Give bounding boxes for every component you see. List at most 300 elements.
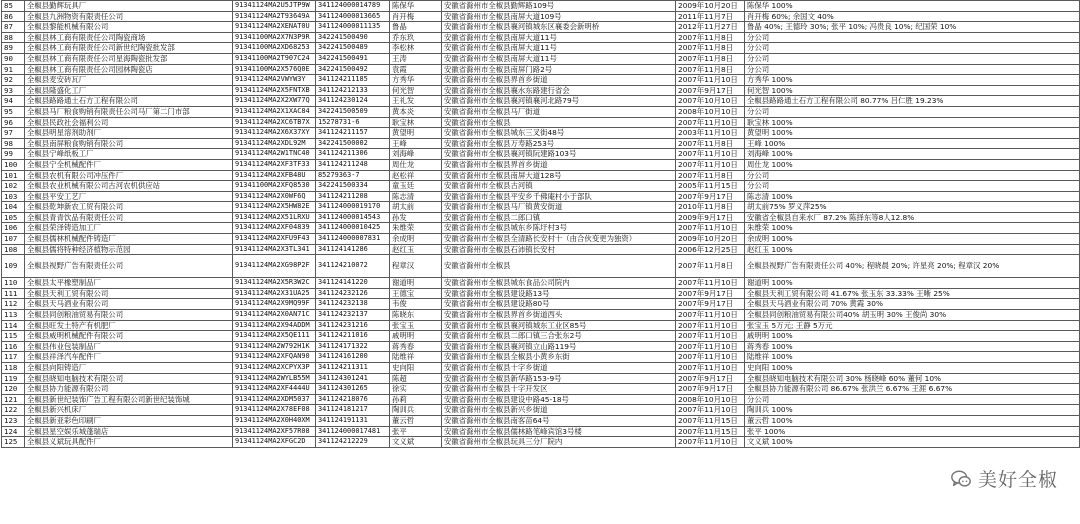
shareholding-cell: 分公司 bbox=[745, 53, 1080, 64]
table-row bbox=[2, 181, 1080, 192]
registration-date-cell: 2007年9月17日 bbox=[676, 85, 745, 96]
registration-number-cell: 341124161200 bbox=[316, 352, 390, 363]
registration-number-cell: 341124211185 bbox=[316, 75, 390, 86]
shareholding-cell: 何光智 100% bbox=[745, 85, 1080, 96]
credit-code-cell: 91341124MA2T93649A bbox=[233, 11, 316, 22]
registration-date-cell: 2010年11月8日 bbox=[676, 202, 745, 213]
registration-date-cell: 2007年11月10日 bbox=[676, 278, 745, 289]
registration-number-cell: 342241500509 bbox=[316, 106, 390, 117]
enterprise-name-cell: 全椒县路路通土石方工程有限公司 bbox=[25, 96, 233, 107]
table-row bbox=[2, 288, 1080, 299]
legal-representative-cell: 王德宝 bbox=[390, 288, 442, 299]
enterprise-name-cell: 全椒县林工商有限责任公司园林陶瓷店 bbox=[25, 64, 233, 75]
address-cell: 安徽省滁州市全椒县平安乡千佛庵村小于部队 bbox=[442, 191, 676, 202]
registration-date-cell: 2003年11月10日 bbox=[676, 128, 745, 139]
shareholding-cell: 谢道明 100% bbox=[745, 278, 1080, 289]
enterprise-name-cell: 全椒县义斌玩具配件厂 bbox=[25, 437, 233, 448]
row-number-cell: 118 bbox=[2, 363, 25, 374]
registration-number-cell: 341124000014789 bbox=[316, 1, 390, 12]
shareholding-cell: 朱维荣 100% bbox=[745, 223, 1080, 234]
shareholding-cell: 刘海峰 100% bbox=[745, 149, 1080, 160]
table-row bbox=[2, 255, 1080, 278]
enterprise-name-cell: 全椒县南屏粮食购销有限公司 bbox=[25, 138, 233, 149]
legal-representative-cell: 余成明 bbox=[390, 234, 442, 245]
shareholding-cell: 戚明明 100% bbox=[745, 331, 1080, 342]
registration-date-cell: 2007年11月8日 bbox=[676, 43, 745, 54]
table-row bbox=[2, 191, 1080, 202]
enterprise-name-cell: 全椒县向阳铸造厂 bbox=[25, 363, 233, 374]
legal-representative-cell: 文义斌 bbox=[390, 437, 442, 448]
credit-code-cell: 91341124MA2XDL92M bbox=[233, 138, 316, 149]
enterprise-name-cell: 全椒县星空娱乐城蓬瑞店 bbox=[25, 426, 233, 437]
legal-representative-cell: 刘海峰 bbox=[390, 149, 442, 160]
legal-representative-cell: 鲁晶 bbox=[390, 22, 442, 33]
address-cell: 安徽省滁州市全椒县十字乡街道 bbox=[442, 363, 676, 374]
registration-date-cell: 2007年11月10日 bbox=[676, 310, 745, 321]
credit-code-cell: 91341100MA2XFQ8530 bbox=[233, 181, 316, 192]
row-number-cell: 93 bbox=[2, 85, 25, 96]
registration-date-cell: 2007年11月10日 bbox=[676, 223, 745, 234]
shareholding-cell: 分公司 bbox=[745, 32, 1080, 43]
legal-representative-cell: 乔东玖 bbox=[390, 32, 442, 43]
shareholding-cell: 分公司 bbox=[745, 106, 1080, 117]
row-number-cell: 85 bbox=[2, 1, 25, 12]
address-cell: 安徽省滁州市全椒县襄河镇城东工业区85号 bbox=[442, 320, 676, 331]
registration-date-cell: 2007年9月17日 bbox=[676, 191, 745, 202]
row-number-cell: 114 bbox=[2, 320, 25, 331]
row-number-cell: 117 bbox=[2, 352, 25, 363]
registration-number-cell: 341124230124 bbox=[316, 96, 390, 107]
registration-number-cell: 341124000007831 bbox=[316, 234, 390, 245]
registration-number-cell: 341124141286 bbox=[316, 244, 390, 255]
table-row bbox=[2, 117, 1080, 128]
legal-representative-cell: 王礼发 bbox=[390, 96, 442, 107]
shareholding-cell: 肖开梅 60%; 余国文 40% bbox=[745, 11, 1080, 22]
registration-number-cell: 341124210072 bbox=[316, 255, 390, 278]
address-cell: 安徽省滁州市全椒县马厂镇黄安街道 bbox=[442, 202, 676, 213]
credit-code-cell: 91341124MA2X6X37XY bbox=[233, 128, 316, 139]
registration-date-cell: 2007年11月10日 bbox=[676, 331, 745, 342]
row-number-cell: 99 bbox=[2, 149, 25, 160]
registration-number-cell: 341124301265 bbox=[316, 384, 390, 395]
credit-code-cell: 91341124MA2WYLB55M bbox=[233, 373, 316, 384]
enterprise-name-cell: 全椒县同创粮油贸易有限公司 bbox=[25, 310, 233, 321]
watermark-text: 美好全椒 bbox=[977, 469, 1058, 491]
row-number-cell: 113 bbox=[2, 310, 25, 321]
address-cell: 安徽省滁州市全椒县勤辉路109号 bbox=[442, 1, 676, 12]
credit-code-cell: 91341124MA2XCPYX3P bbox=[233, 363, 316, 374]
registration-number-cell: 341124000011135 bbox=[316, 22, 390, 33]
registration-date-cell: 2007年11月10日 bbox=[676, 437, 745, 448]
row-number-cell: 106 bbox=[2, 223, 25, 234]
row-number-cell: 119 bbox=[2, 373, 25, 384]
table-row bbox=[2, 43, 1080, 54]
credit-code-cell: 91341124MA2W792H1K bbox=[233, 341, 316, 352]
table-row bbox=[2, 310, 1080, 321]
row-number-cell: 103 bbox=[2, 191, 25, 202]
address-cell: 安徽省滁州市全椒县 bbox=[442, 117, 676, 128]
legal-representative-cell: 陈保华 bbox=[390, 1, 442, 12]
credit-code-cell: 91341124MA2XENAT0U bbox=[233, 22, 316, 33]
shareholding-cell: 胡太前75% 罗义萍25% bbox=[745, 202, 1080, 213]
registration-date-cell: 2009年10月20日 bbox=[676, 234, 745, 245]
registration-date-cell: 2007年11月10日 bbox=[676, 341, 745, 352]
credit-code-cell: 91341124MA2X5QE111 bbox=[233, 331, 316, 342]
address-cell: 安徽省滁州市全椒县襄河镇襄河北路79号 bbox=[442, 96, 676, 107]
row-number-cell: 97 bbox=[2, 128, 25, 139]
shareholding-cell: 分公司 bbox=[745, 170, 1080, 181]
legal-representative-cell: 赵红玉 bbox=[390, 244, 442, 255]
address-cell: 安徽省滁州市全椒县襄水东路建行省会 bbox=[442, 85, 676, 96]
table-row bbox=[2, 352, 1080, 363]
registration-number-cell: 341124171322 bbox=[316, 341, 390, 352]
credit-code-cell: 91341124MA2X78EF08 bbox=[233, 405, 316, 416]
table-body bbox=[2, 1, 1080, 448]
credit-code-cell: 91341124MA2XFGC2D bbox=[233, 437, 316, 448]
shareholding-cell: 分公司 bbox=[745, 64, 1080, 75]
enterprise-name-cell: 全椒县协力能源有限公司 bbox=[25, 384, 233, 395]
registration-number-cell: 341124000014543 bbox=[316, 212, 390, 223]
table-row bbox=[2, 32, 1080, 43]
credit-code-cell: 91341124MA2X9MQ99F bbox=[233, 299, 316, 310]
enterprise-name-cell: 全椒县荣泽铸造加工厂 bbox=[25, 223, 233, 234]
address-cell: 安徽省滁州市全椒县南屏大道128号 bbox=[442, 170, 676, 181]
registration-date-cell: 2007年11月15日 bbox=[676, 415, 745, 426]
registration-number-cell: 341124000019170 bbox=[316, 202, 390, 213]
address-cell: 安徽省滁州市全椒县石沛镇长安村 bbox=[442, 244, 676, 255]
legal-representative-cell: 胡太前 bbox=[390, 202, 442, 213]
registration-number-cell: 341124211248 bbox=[316, 159, 390, 170]
enterprise-name-cell: 全椒县林工商有限责任公司星海陶瓷批发部 bbox=[25, 53, 233, 64]
enterprise-registry-table bbox=[1, 0, 1080, 448]
row-number-cell: 102 bbox=[2, 181, 25, 192]
shareholding-cell: 耿宝林 100% bbox=[745, 117, 1080, 128]
enterprise-name-cell: 全椒县平安工艺厂 bbox=[25, 191, 233, 202]
credit-code-cell: 91341124MA2X5HW82E bbox=[233, 202, 316, 213]
registration-date-cell: 2007年11月10日 bbox=[676, 75, 745, 86]
shareholding-cell: 全椒县天马酒业有限公司 70% 黄霞 30% bbox=[745, 299, 1080, 310]
enterprise-name-cell: 全椒县新亚彩色印刷厂 bbox=[25, 415, 233, 426]
registration-date-cell: 2012年11月27日 bbox=[676, 22, 745, 33]
wechat-bubble-icon bbox=[950, 468, 972, 490]
credit-code-cell: 91341100MA2X576Q0E bbox=[233, 64, 316, 75]
credit-code-cell: 91341124MA2XFU9F43 bbox=[233, 234, 316, 245]
row-number-cell: 120 bbox=[2, 384, 25, 395]
address-cell: 安徽省滁州市全椒县南屏门路2号 bbox=[442, 64, 676, 75]
legal-representative-cell: 王涛 bbox=[390, 53, 442, 64]
row-number-cell: 105 bbox=[2, 212, 25, 223]
table-row bbox=[2, 415, 1080, 426]
row-number-cell: 108 bbox=[2, 244, 25, 255]
credit-code-cell: 91341124MA2W1TNC40 bbox=[233, 149, 316, 160]
legal-representative-cell: 袁霞 bbox=[390, 64, 442, 75]
row-number-cell: 122 bbox=[2, 405, 25, 416]
registration-date-cell: 2007年11月10日 bbox=[676, 352, 745, 363]
table-row bbox=[2, 212, 1080, 223]
registration-number-cell: 341124141220 bbox=[316, 278, 390, 289]
table-row bbox=[2, 202, 1080, 213]
registration-date-cell: 2007年11月8日 bbox=[676, 255, 745, 278]
address-cell: 安徽省滁州市全椒县城东乡陈圩村3号 bbox=[442, 223, 676, 234]
shareholding-cell: 史向阳 100% bbox=[745, 363, 1080, 374]
legal-representative-cell: 何光智 bbox=[390, 85, 442, 96]
address-cell: 安徽省滁州市全椒县建设路80号 bbox=[442, 299, 676, 310]
row-number-cell: 107 bbox=[2, 234, 25, 245]
credit-code-cell: 91341124MA2XG98P2F bbox=[233, 255, 316, 278]
table-row bbox=[2, 299, 1080, 310]
table-row bbox=[2, 22, 1080, 33]
registration-date-cell: 2007年11月8日 bbox=[676, 53, 745, 64]
registration-number-cell: 341124232126 bbox=[316, 288, 390, 299]
registration-date-cell: 2008年10月10日 bbox=[676, 394, 745, 405]
enterprise-name-cell: 全椒县麦安砖瓦厂 bbox=[25, 75, 233, 86]
address-cell: 安徽省滁州市全椒县全清路长安村十（由合伙变更为独资） bbox=[442, 234, 676, 245]
credit-code-cell: 91341124MA2XF4444U bbox=[233, 384, 316, 395]
registration-number-cell: 85279363-7 bbox=[316, 170, 390, 181]
legal-representative-cell: 王峰 bbox=[390, 138, 442, 149]
enterprise-name-cell: 全椒县农业机械有限公司古河农机供应站 bbox=[25, 181, 233, 192]
registration-number-cell: 342241500489 bbox=[316, 43, 390, 54]
table-row bbox=[2, 170, 1080, 181]
address-cell: 安徽省滁州市全椒县南屏大道11号 bbox=[442, 53, 676, 64]
registration-date-cell: 2007年11月8日 bbox=[676, 32, 745, 43]
credit-code-cell: 91341124MA2X5FNTXB bbox=[233, 85, 316, 96]
enterprise-name-cell: 全椒县农机有限公司冲压件厂 bbox=[25, 170, 233, 181]
registration-number-cell: 341124211157 bbox=[316, 128, 390, 139]
credit-code-cell: 91341100MA2T907C24 bbox=[233, 53, 316, 64]
shareholding-cell: 全椒县视野广告有限责任公司 40%; 程晓晨 20%; 许星亮 20%; 程章汉 20% bbox=[745, 255, 1080, 278]
shareholding-cell: 赵红玉 100% bbox=[745, 244, 1080, 255]
registration-date-cell: 2007年11月10日 bbox=[676, 149, 745, 160]
address-cell: 安徽省滁州市全椒县襄河镇阮建路103号 bbox=[442, 149, 676, 160]
credit-code-cell: 91341124MA2X0H40XM bbox=[233, 415, 316, 426]
address-cell: 安徽省滁州市全椒县建设中路45-18号 bbox=[442, 394, 676, 405]
shareholding-cell: 全椒县路路通土石方工程有限公司 80.77% 吕仁胜 19.23% bbox=[745, 96, 1080, 107]
table-row bbox=[2, 75, 1080, 86]
legal-representative-cell: 张宝玉 bbox=[390, 320, 442, 331]
enterprise-name-cell: 全椒县黎能机械有限公司 bbox=[25, 22, 233, 33]
legal-representative-cell: 程章汉 bbox=[390, 255, 442, 278]
credit-code-cell: 91341124MA2U5JTP9W bbox=[233, 1, 316, 12]
enterprise-name-cell: 全椒县太平橡塑制品厂 bbox=[25, 278, 233, 289]
legal-representative-cell: 肖开梅 bbox=[390, 11, 442, 22]
registration-date-cell: 2007年11月8日 bbox=[676, 64, 745, 75]
address-cell: 安徽省滁州市全椒县 bbox=[442, 255, 676, 278]
registration-number-cell: 341124000010425 bbox=[316, 223, 390, 234]
credit-code-cell: 91341124MA2XFB48U bbox=[233, 170, 316, 181]
registration-number-cell: 342241500002 bbox=[316, 138, 390, 149]
credit-code-cell: 91341100MA2XD68253 bbox=[233, 43, 316, 54]
shareholding-cell: 分公司 bbox=[745, 394, 1080, 405]
row-number-cell: 98 bbox=[2, 138, 25, 149]
registration-number-cell: 341124231216 bbox=[316, 320, 390, 331]
registration-date-cell: 2011年11月7日 bbox=[676, 11, 745, 22]
address-cell: 安徽省滁州市全椒县南屏大道109号 bbox=[442, 11, 676, 22]
address-cell: 安徽省滁州市全椒县儒林路笔峰宾馆3号楼 bbox=[442, 426, 676, 437]
enterprise-name-cell: 全椒县伟业包装制品厂 bbox=[25, 341, 233, 352]
row-number-cell: 110 bbox=[2, 278, 25, 289]
address-cell: 安徽省滁州市全椒县襄河镇城东区襄委会新明桥 bbox=[442, 22, 676, 33]
enterprise-name-cell: 全椒县儒将特种经济植物示范园 bbox=[25, 244, 233, 255]
row-number-cell: 121 bbox=[2, 394, 25, 405]
registration-date-cell: 2005年11月15日 bbox=[676, 181, 745, 192]
address-cell: 安徽省滁州市全椒县界首乡街道西头 bbox=[442, 310, 676, 321]
credit-code-cell: 91341124MA2X94ADDM bbox=[233, 320, 316, 331]
row-number-cell: 86 bbox=[2, 11, 25, 22]
shareholding-cell: 王峰 100% bbox=[745, 138, 1080, 149]
address-cell: 安徽省滁州市全椒县全椒县小黄乡东街 bbox=[442, 352, 676, 363]
shareholding-cell: 张宝玉 5万元; 王静 5万元 bbox=[745, 320, 1080, 331]
shareholding-cell: 分公司 bbox=[745, 43, 1080, 54]
enterprise-name-cell: 全椒县视野广告有限责任公司 bbox=[25, 255, 233, 278]
legal-representative-cell: 黄本炎 bbox=[390, 106, 442, 117]
address-cell: 安徽省滁州市全椒县襄河镇立山路119号 bbox=[442, 341, 676, 352]
registration-date-cell: 2007年9月17日 bbox=[676, 288, 745, 299]
enterprise-name-cell: 全椒县新世纪装饰广告工程有限公司新世纪装饰城 bbox=[25, 394, 233, 405]
registration-date-cell: 2007年11月8日 bbox=[676, 170, 745, 181]
shareholding-cell: 全椒县晓知电脑技术有限公司 30% 杨晓峰 60% 董何 10% bbox=[745, 373, 1080, 384]
shareholding-cell: 方秀华 100% bbox=[745, 75, 1080, 86]
row-number-cell: 109 bbox=[2, 255, 25, 278]
shareholding-cell: 鲁晶 40%; 王德玲 30%; 张平 10%; 冯贵良 10%; 纪国荣 10% bbox=[745, 22, 1080, 33]
legal-representative-cell: 史向阳 bbox=[390, 363, 442, 374]
address-cell: 安徽省滁州市全椒县南客苗64号 bbox=[442, 415, 676, 426]
enterprise-name-cell: 全椒县天马酒业有限公司 bbox=[25, 299, 233, 310]
shareholding-cell: 全椒县天利工贸有限公司 41.67% 张玉东 33.33% 王晰 25% bbox=[745, 288, 1080, 299]
address-cell: 安徽省滁州市全椒县建设路13号 bbox=[442, 288, 676, 299]
registration-number-cell: 341124232138 bbox=[316, 299, 390, 310]
enterprise-name-cell: 全椒县祥泽汽车配件厂 bbox=[25, 352, 233, 363]
legal-representative-cell: 陈晓东 bbox=[390, 310, 442, 321]
table-row bbox=[2, 394, 1080, 405]
enterprise-name-cell: 全椒县晓知电脑技术有限公司 bbox=[25, 373, 233, 384]
registration-number-cell: 341124211208 bbox=[316, 191, 390, 202]
row-number-cell: 92 bbox=[2, 75, 25, 86]
legal-representative-cell: 耿宝林 bbox=[390, 117, 442, 128]
registration-date-cell: 2007年9月17日 bbox=[676, 373, 745, 384]
address-cell: 安徽省滁州市全椒县南屏大道11号 bbox=[442, 32, 676, 43]
address-cell: 安徽省滁州市全椒县南屏大道11号 bbox=[442, 43, 676, 54]
legal-representative-cell: 朱维荣 bbox=[390, 223, 442, 234]
address-cell: 安徽省滁州市全椒县新华路153-9号 bbox=[442, 373, 676, 384]
registration-date-cell: 2007年11月10日 bbox=[676, 363, 745, 374]
table-row bbox=[2, 53, 1080, 64]
credit-code-cell: 91341124MA2XFQAN90 bbox=[233, 352, 316, 363]
registration-number-cell: 342241500492 bbox=[316, 64, 390, 75]
address-cell: 安徽省滁州市全椒县玩具三分厂院内 bbox=[442, 437, 676, 448]
registration-number-cell: 341124232137 bbox=[316, 310, 390, 321]
table-row bbox=[2, 159, 1080, 170]
shareholding-cell: 陆维祥 100% bbox=[745, 352, 1080, 363]
registration-date-cell: 2009年9月17日 bbox=[676, 212, 745, 223]
legal-representative-cell: 孙发 bbox=[390, 212, 442, 223]
address-cell: 安徽省滁州市全椒县古河镇 bbox=[442, 181, 676, 192]
registration-number-cell: 341124212133 bbox=[316, 85, 390, 96]
table-row bbox=[2, 331, 1080, 342]
address-cell: 安徽省滁州市全椒县城东食品公司院内 bbox=[442, 278, 676, 289]
table-row bbox=[2, 426, 1080, 437]
credit-code-cell: 91341124MA2XF57R08 bbox=[233, 426, 316, 437]
address-cell: 安徽省滁州市全椒县二郎口镇 bbox=[442, 212, 676, 223]
table-row bbox=[2, 341, 1080, 352]
table-row bbox=[2, 405, 1080, 416]
credit-code-cell: 91341100MA2X7N3P9R bbox=[233, 32, 316, 43]
legal-representative-cell: 方秀华 bbox=[390, 75, 442, 86]
registration-date-cell: 2007年11月10日 bbox=[676, 117, 745, 128]
legal-representative-cell: 戚明明 bbox=[390, 331, 442, 342]
enterprise-name-cell: 全椒县威明机械配件有限公司 bbox=[25, 331, 233, 342]
table-row bbox=[2, 244, 1080, 255]
address-cell: 安徽省滁州市全椒县马厂街道 bbox=[442, 106, 676, 117]
address-cell: 安徽省滁州市全椒县城东三叉街48号 bbox=[442, 128, 676, 139]
enterprise-name-cell: 全椒县宁峰纸板工厂 bbox=[25, 149, 233, 160]
credit-code-cell: 91341124MA2XF04839 bbox=[233, 223, 316, 234]
shareholding-cell: 全椒县协力能源有限公司 86.67% 张洪兰 6.67% 王涯 6.67% bbox=[745, 384, 1080, 395]
row-number-cell: 95 bbox=[2, 106, 25, 117]
row-number-cell: 116 bbox=[2, 341, 25, 352]
registration-date-cell: 2007年11月10日 bbox=[676, 320, 745, 331]
row-number-cell: 123 bbox=[2, 415, 25, 426]
address-cell: 安徽省滁州市全椒县十字开发区 bbox=[442, 384, 676, 395]
credit-code-cell: 91341124MA2X5R3W2C bbox=[233, 278, 316, 289]
registration-date-cell: 2007年11月15日 bbox=[676, 426, 745, 437]
shareholding-cell: 文义斌 100% bbox=[745, 437, 1080, 448]
credit-code-cell: 91341124MA2X0AN71C bbox=[233, 310, 316, 321]
table-row bbox=[2, 85, 1080, 96]
shareholding-cell: 周仕龙 100% bbox=[745, 159, 1080, 170]
registration-number-cell: 342241500491 bbox=[316, 53, 390, 64]
watermark bbox=[944, 463, 1064, 494]
registration-number-cell: 341124212229 bbox=[316, 437, 390, 448]
registration-date-cell: 2007年11月10日 bbox=[676, 405, 745, 416]
shareholding-cell: 陈志清 100% bbox=[745, 191, 1080, 202]
enterprise-name-cell: 全椒县民政社会福利公司 bbox=[25, 117, 233, 128]
legal-representative-cell: 黄望明 bbox=[390, 128, 442, 139]
registration-date-cell: 2007年11月10日 bbox=[676, 159, 745, 170]
enterprise-name-cell: 全椒县九洲物资有限责任公司 bbox=[25, 11, 233, 22]
shareholding-cell: 全椒县同创粮油贸易有限公司40% 胡玉明 30% 王俊尚 30% bbox=[745, 310, 1080, 321]
legal-representative-cell: 周仕龙 bbox=[390, 159, 442, 170]
registration-date-cell: 2008年10月10日 bbox=[676, 106, 745, 117]
registration-number-cell: 341124218076 bbox=[316, 394, 390, 405]
legal-representative-cell: 赵松祥 bbox=[390, 170, 442, 181]
legal-representative-cell: 陈超 bbox=[390, 373, 442, 384]
table-row bbox=[2, 223, 1080, 234]
shareholding-cell: 陶训兵 100% bbox=[745, 405, 1080, 416]
registration-number-cell: 341124000013665 bbox=[316, 11, 390, 22]
row-number-cell: 94 bbox=[2, 96, 25, 107]
legal-representative-cell: 韦俊 bbox=[390, 299, 442, 310]
legal-representative-cell: 孙莉 bbox=[390, 394, 442, 405]
table-row bbox=[2, 1, 1080, 12]
registration-date-cell: 2007年9月17日 bbox=[676, 299, 745, 310]
registration-number-cell: 342241500334 bbox=[316, 181, 390, 192]
address-cell: 安徽省滁州市全椒县二郎口镇三合张东2号 bbox=[442, 331, 676, 342]
table-row bbox=[2, 278, 1080, 289]
credit-code-cell: 91341124MA2X0WF6Q bbox=[233, 191, 316, 202]
table-row bbox=[2, 106, 1080, 117]
legal-representative-cell: 李松林 bbox=[390, 43, 442, 54]
registration-number-cell: 341124211016 bbox=[316, 331, 390, 342]
row-number-cell: 104 bbox=[2, 202, 25, 213]
registration-number-cell: 341124000017481 bbox=[316, 426, 390, 437]
registration-number-cell: 15278731-6 bbox=[316, 117, 390, 128]
shareholding-cell: 张平 100% bbox=[745, 426, 1080, 437]
shareholding-cell: 黄望明 100% bbox=[745, 128, 1080, 139]
legal-representative-cell: 谢道明 bbox=[390, 278, 442, 289]
row-number-cell: 87 bbox=[2, 22, 25, 33]
shareholding-cell: 董云哲 100% bbox=[745, 415, 1080, 426]
